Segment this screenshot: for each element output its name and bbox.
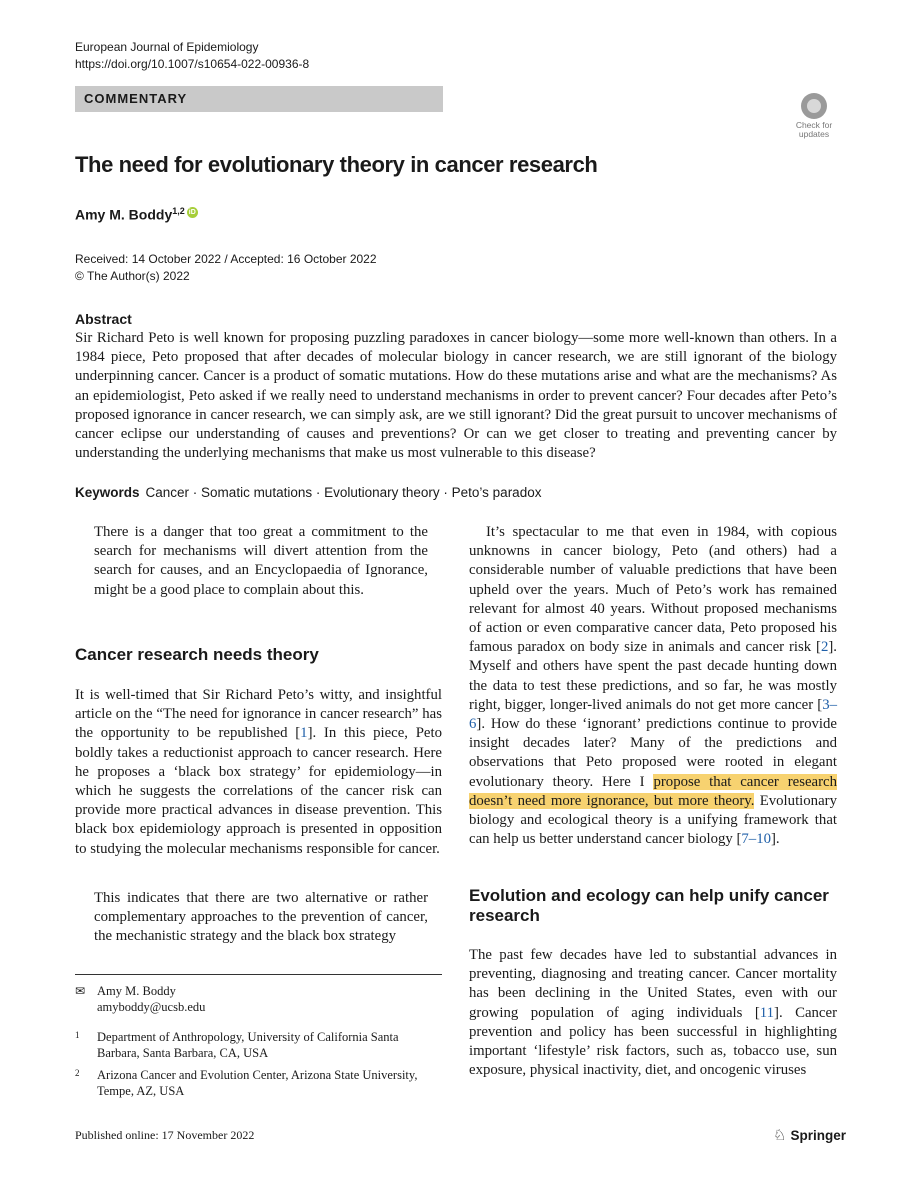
footnote-divider (75, 974, 442, 975)
copyright-notice: © The Author(s) 2022 (75, 269, 190, 283)
affiliation-text: Arizona Cancer and Evolution Center, Arizona State University, Tempe, AZ, USA (97, 1068, 418, 1098)
abstract-text: Sir Richard Peto is well known for proposing puzzling paradoxes in cancer biology—some more well-known than others. In a 1984 piece, Peto proposed that after decades of molecular biology in cancer research, we are still ignorant of the biology underpinning cancer. Cancer is a product of somatic mutations. How do these mutations arise and what are the mechanisms? As an epidemiologist, Peto asked if we really need to understand mechanisms in order to prevent cancer? Four decades after Peto’s proposed ignorance in cancer research, we can simply ask, are we still ignorant? Did the great pursuit to uncover mechanisms of cancer eclipse our understanding of causes and preventions? Or can we get closer to treating and preventing cancer by understanding the underlying mechanisms that make us most vulnerable to this disease? (75, 330, 837, 462)
section1-paragraph: It is well-timed that Sir Richard Peto’s witty, and insightful article on the “The need for ignorance in cancer research” has the opportunity to be republished [1]. In this piece, Peto boldly takes a reductionist approach to cancer research. Here he proposes a ‘black box strategy’ for epidemiology—in which he suggests the correlations of the cancer risk can provide more practical advances in disease prevention. This black box epidemiology approach is presented in opposition to studying the molecular mechanisms responsible for cancer. (75, 687, 443, 857)
abstract-heading: Abstract (75, 311, 132, 327)
right-column-paragraph-2: The past few decades have led to substantial advances in preventing, diagnosing and treating cancer. Cancer mortality has been declining in the United States, even with our growing population of aging individuals [11]. Cancer prevention and policy has been successful in highlighting important ‘lifestyle’ risk factors, such as, tobacco use, sun exposure, physical inactivity, diet, and oncogenic viruses (469, 947, 837, 1079)
section-heading-evolution-and-ecology: Evolution and ecology can help unify cancer research (469, 886, 829, 925)
reference-link-3-6[interactable]: 3–6 (469, 696, 837, 733)
published-date: Published online: 17 November 2022 (75, 1128, 255, 1142)
reference-link-2[interactable]: 2 (820, 639, 829, 656)
section1-block-quote: This indicates that there are two alternative or rather complementary approaches to the prevention of cancer, the mechanistic strategy and the black box strategy (94, 890, 428, 945)
check-for-updates-badge[interactable] (791, 93, 837, 139)
publisher-logo[interactable] (773, 1126, 846, 1144)
affiliation-number: 1 (75, 1030, 80, 1040)
article-dates: Received: 14 October 2022 / Accepted: 16 October 2022 (75, 252, 377, 266)
article-type-label: COMMENTARY (84, 91, 188, 106)
corresponding-author-name: Amy M. Boddy (97, 984, 176, 998)
article-type-banner (75, 86, 443, 112)
springer-horse-icon: ♘ (773, 1126, 787, 1144)
right-column-paragraph-1: It’s spectacular to me that even in 1984, with copious unknowns in cancer biology, Peto (and others) had a considerable number of valuable predictions that have been upheld over the years. Much of Peto’s work has remained relevant for almost 40 years. Without proposed mechanisms of action or even comparative cancer data, Peto proposed his famous paradox on body size in animals and cancer risk [2]. Myself and others have spent the past decade hunting down the data to test these predictions, and so far, he was mostly right, bigger, longer-lived animals do not get more cancer [3–6]. How do these ‘ignorant’ predictions continue to provide insight decades later? Many of the predictions and observations that Peto proposed were rooted in elegant evolutionary theory. Here I propose that cancer research doesn’t need more ignorance, but more theory. Evolutionary biology and ecological theory is a unifying framework that can help us better understand cancer biology [7–10]. (469, 524, 837, 848)
check-updates-line1: Check for (795, 120, 833, 130)
epigraph-quote: There is a danger that too great a commitment to the search for mechanisms will divert attention from the search for causes, and an Encyclopaedia of Ignorance, might be a good place to complain about this. (94, 524, 428, 598)
publisher-name: Springer (790, 1128, 846, 1143)
corresponding-author-email[interactable]: amyboddy@ucsb.edu (97, 1000, 206, 1014)
reference-link-1[interactable]: 1 (300, 725, 308, 742)
paper-title: The need for evolutionary theory in cancer research (75, 152, 598, 177)
reference-link-11[interactable]: 11 (759, 1004, 775, 1021)
journal-name: European Journal of Epidemiology (75, 40, 259, 54)
affiliation-number: 2 (75, 1068, 80, 1078)
reference-link-7-10[interactable]: 7–10 (741, 831, 771, 848)
author-affiliation-marks[interactable]: 1,2 (172, 206, 185, 216)
check-updates-line2: updates (798, 129, 830, 139)
author-line (75, 206, 198, 223)
keywords-list: Cancer · Somatic mutations · Evolutionary theory · Peto’s paradox (145, 485, 542, 500)
section-heading-cancer-research-needs-theory: Cancer research needs theory (75, 645, 319, 664)
check-updates-icon (801, 93, 827, 119)
author-name[interactable]: Amy M. Boddy (75, 206, 173, 223)
envelope-icon: ✉ (75, 984, 86, 998)
orcid-icon[interactable]: iD (188, 208, 196, 216)
corresponding-author-footnote (75, 983, 206, 1014)
affiliation-text: Department of Anthropology, University of California Santa Barbara, Santa Barbara, CA, USA (97, 1030, 399, 1060)
doi-link[interactable]: https://doi.org/10.1007/s10654-022-00936-8 (75, 57, 310, 71)
highlighted-text: propose that cancer research doesn’t need more ignorance, but more theory. (469, 773, 837, 809)
keywords-label: Keywords (75, 485, 140, 500)
keywords-line (75, 485, 541, 500)
